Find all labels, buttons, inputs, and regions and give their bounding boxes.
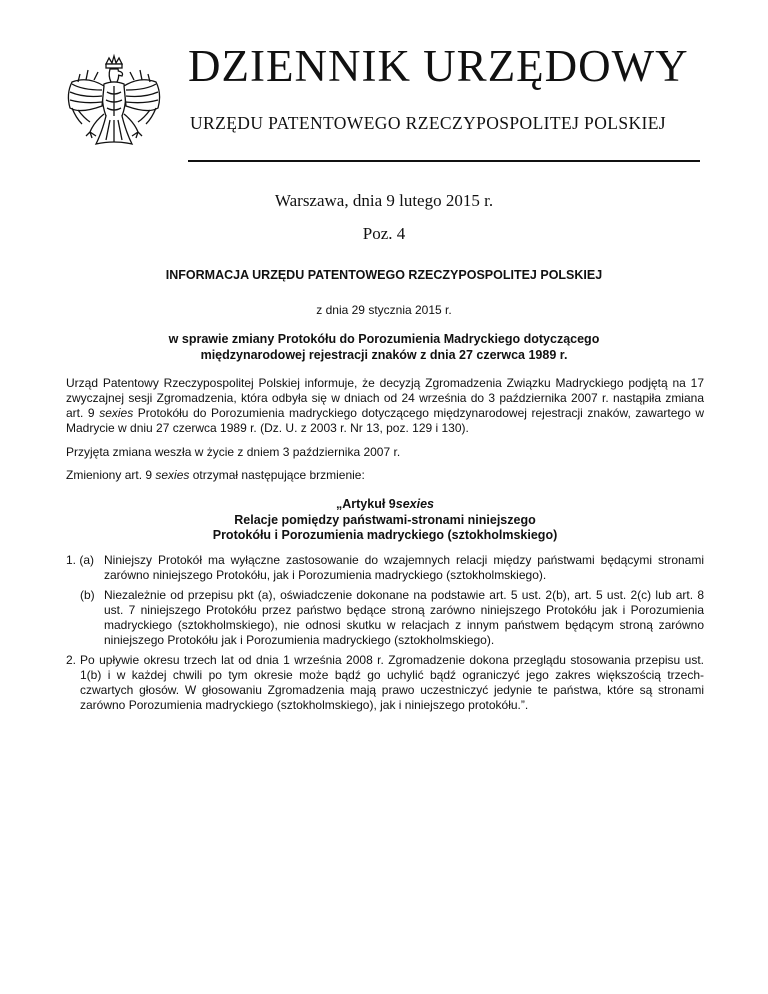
article-item-number: (b) <box>80 587 95 602</box>
article-heading <box>66 497 704 544</box>
position-number: Poz. 4 <box>362 224 406 243</box>
publication-title: DZIENNIK URZĘDOWY <box>188 41 689 91</box>
article-item-text: Po upływie okresu trzech lat od dnia 1 września 2008 r. Zgromadzenie dokona przeglądu stosowania przepisu ust. 1(b) i w każdej chwili po tym okresie może bądź go uchylić bądź ograniczyć jego zakres większością trzech-czwartych głosów. W głosowaniu Zgromadzenia mają prawo uczestniczyć jedynie te państwa, które są stronami zarówno Porozumienia madryckiego (sztokholmskiego), jak i niniejszego protokółu.”. <box>80 652 704 712</box>
article-item <box>66 553 704 583</box>
masthead-divider <box>188 160 700 162</box>
article-item-number: 2. <box>66 652 77 667</box>
document-date: z dnia 29 stycznia 2015 r. <box>316 303 452 317</box>
article-number <box>66 497 704 513</box>
body-text-span: Protokółu do Porozumienia madryckiego dotyczącego międzynarodowej rejestracji znaków, zawartego w Madrycie w dniu 27 czerwca 1989 r. (Dz. U. z 2003 r. Nr 13, poz. 129 i 130). <box>66 406 704 435</box>
article-item-text: Niniejszy Protokół ma wyłączne zastosowanie do wzajemnych relacji między państwami będącymi stronami zarówno niniejszego Protokółu, jak i Porozumienia madryckiego (sztokholmskiego). <box>104 552 704 582</box>
document-subject-line: międzynarodowej rejestracji znaków z dnia 27 czerwca 1989 r. <box>200 348 568 362</box>
body-text-span: otrzymał następujące brzmienie: <box>189 468 365 482</box>
article-title-line: Protokółu i Porozumienia madryckiego (sztokholmskiego) <box>212 528 558 542</box>
article-item <box>66 653 704 713</box>
body-text-italic: sexies <box>99 406 134 420</box>
body-text-span: Urząd Patentowy Rzeczypospolitej Polskiej informuje, że decyzją Zgromadzenia Związku Madryckiego podjętą na 17 zwyczajnej sesji Zgromadzenia, która odbyła się w dniach od 24 września do 3 października 2007 r. nastąpiła zmiana art. 9 <box>66 376 704 420</box>
body-text-italic: sexies <box>155 468 190 482</box>
body-paragraph <box>66 376 704 436</box>
article-title-line: Relacje pomiędzy państwami-stronami niniejszego <box>234 512 536 527</box>
document-body <box>66 376 704 718</box>
publication-subtitle: URZĘDU PATENTOWEGO RZECZYPOSPOLITEJ POLSKIEJ <box>190 113 667 133</box>
article-number-italic: sexies <box>395 497 434 511</box>
document-subject <box>100 331 668 363</box>
body-paragraph: Przyjęta zmiana weszła w życie z dniem 3 października 2007 r. <box>66 444 401 459</box>
article-item <box>66 588 704 648</box>
document-heading: INFORMACJA URZĘDU PATENTOWEGO RZECZYPOSPOLITEJ POLSKIEJ <box>165 268 603 282</box>
white-eagle-emblem-icon <box>58 52 170 164</box>
body-paragraph <box>66 468 704 483</box>
dateline: Warszawa, dnia 9 lutego 2015 r. <box>274 191 494 210</box>
article-item-number: 1. (a) <box>66 552 95 567</box>
article-number-text: „Artykuł 9 <box>336 497 396 511</box>
article-item-text: Niezależnie od przepisu pkt (a), oświadczenie dokonane na podstawie art. 5 ust. 2(b), art. 5 ust. 2(c) lub art. 8 ust. 7 niniejszego Protokółu przez państwo będące stroną zarówno niniejszego Protokółu jak i Porozumienia madryckiego (sztokholmskiego), nie odnosi skutku w relacjach z innym państwem będącym stroną zarówno niniejszego Protokółu jak i Porozumienia madryckiego (sztokholmskiego). <box>104 587 704 647</box>
body-text-span: Zmieniony art. 9 <box>66 468 156 482</box>
document-subject-line: w sprawie zmiany Protokółu do Porozumienia Madryckiego dotyczącego <box>168 332 600 346</box>
